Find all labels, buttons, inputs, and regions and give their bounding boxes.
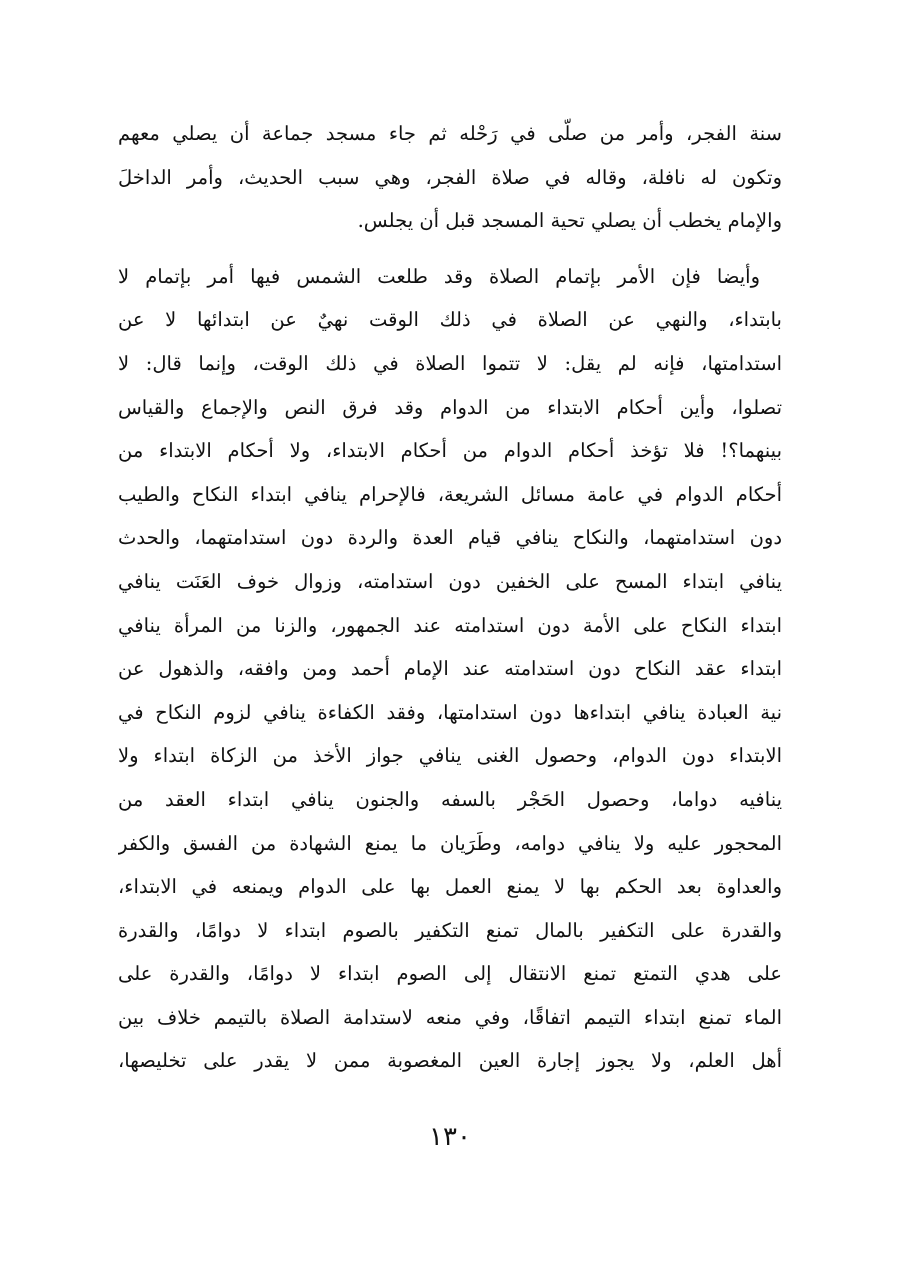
text-line: والقدرة على التكفير بالمال تمنع التكفير بالصوم ابتداء لا دوامًا، والقدرة bbox=[118, 918, 782, 942]
text-line: ابتداء النكاح على الأمة دون استدامته عند الجمهور، والزنا من المرأة ينافي bbox=[118, 613, 782, 637]
page-number: ١٣٠ bbox=[429, 1122, 471, 1152]
text-line: الابتداء دون الدوام، وحصول الغنى ينافي جواز الأخذ من الزكاة ابتداء ولا bbox=[118, 744, 782, 768]
text-line: بابتداء، والنهي عن الصلاة في ذلك الوقت نهيٌ عن ابتدائها لا عن bbox=[118, 308, 782, 332]
text-line: أهل العلم، ولا يجوز إجارة العين المغصوبة ممن لا يقدر على تخليصها، bbox=[118, 1049, 782, 1073]
text-line: سنة الفجر، وأمر من صلّى في رَحْله ثم جاء مسجد جماعة أن يصلي معهم bbox=[118, 122, 782, 145]
text-line: الماء تمنع ابتداء التيمم اتفاقًا، وفي منعه لاستدامة الصلاة بالتيمم خلاف بين bbox=[118, 1005, 782, 1029]
text-line: ينافي ابتداء المسح على الخفين دون استدامته، وزوال خوف العَنَت ينافي bbox=[118, 569, 782, 593]
text-line: استدامتها، فإنه لم يقل: لا تتموا الصلاة في ذلك الوقت، وإنما قال: لا bbox=[118, 351, 782, 375]
text-line: ينافيه دواما، وحصول الحَجْر بالسفه والجنون ينافي ابتداء العقد من bbox=[118, 787, 782, 811]
text-line: وأيضا فإن الأمر بإتمام الصلاة وقد طلعت الشمس فيها أمر بإتمام لا bbox=[118, 264, 760, 288]
text-line: والعداوة بعد الحكم بها لا يمنع العمل بها على الدوام ويمنعه في الابتداء، bbox=[118, 875, 782, 899]
text-line: أحكام الدوام في عامة مسائل الشريعة، فالإحرام ينافي ابتداء النكاح والطيب bbox=[118, 482, 782, 506]
text-line: وتكون له نافلة، وقاله في صلاة الفجر، وهي سبب الحديث، وأمر الداخلَ bbox=[118, 165, 782, 189]
text-line: ابتداء عقد النكاح دون استدامته عند الإمام أحمد ومن وافقه، والذهول عن bbox=[118, 657, 782, 681]
body-text bbox=[118, 112, 782, 1083]
paragraph bbox=[118, 112, 782, 243]
text-line: تصلوا، وأين أحكام الابتداء من الدوام وقد فرق النص والإجماع والقياس bbox=[118, 395, 782, 419]
text-line: دون استدامتهما، والنكاح ينافي قيام العدة والردة دون استدامتهما، والحدث bbox=[118, 526, 782, 550]
text-line: بينهما؟! فلا تؤخذ أحكام الدوام من أحكام الابتداء، ولا أحكام الابتداء من bbox=[118, 439, 782, 463]
text-line: والإمام يخطب أن يصلي تحية المسجد قبل أن يجلس. bbox=[357, 209, 782, 233]
text-line: نية العبادة ينافي ابتداءها دون استدامتها، وفقد الكفاءة ينافي لزوم النكاح في bbox=[118, 700, 782, 724]
text-line: على هدي التمتع تمنع الانتقال إلى الصوم ابتداء لا دوامًا، والقدرة على bbox=[118, 962, 782, 986]
paragraph-gap bbox=[118, 243, 782, 255]
paragraph bbox=[118, 255, 782, 1083]
text-line: المحجور عليه ولا ينافي دوامه، وطَرَيان ما يمنع الشهادة من الفسق والكفر bbox=[118, 831, 782, 855]
